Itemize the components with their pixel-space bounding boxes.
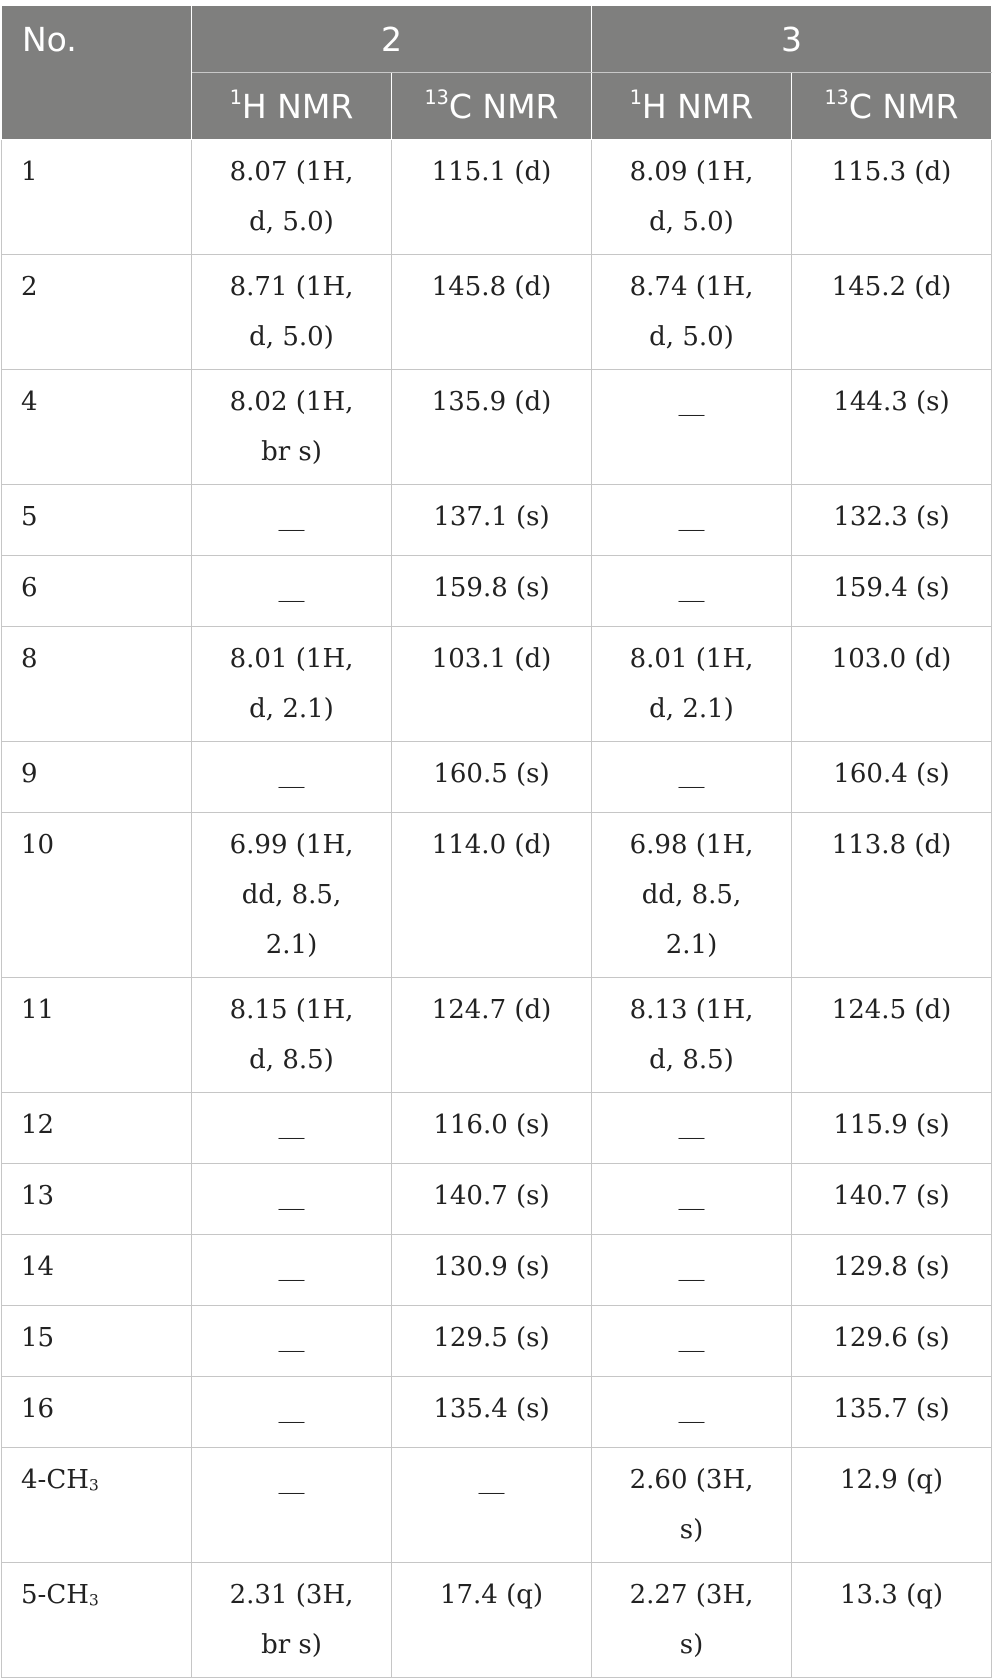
cell-compound-3-13c: 135.7 (s) [792, 1377, 992, 1448]
cell-compound-3-1h: __ [592, 1235, 792, 1306]
cell-compound-3-13c: 103.0 (d) [792, 627, 992, 742]
cell-position-no: 16 [2, 1377, 192, 1448]
cell-position-no: 2 [2, 255, 192, 370]
cell-compound-2-13c: 140.7 (s) [392, 1164, 592, 1235]
cell-position-no: 4 [2, 370, 192, 485]
cell-compound-3-1h: 6.98 (1H, dd, 8.5, 2.1) [592, 813, 792, 978]
cell-compound-2-1h: __ [192, 1164, 392, 1235]
table-row [2, 1164, 992, 1235]
cell-compound-2-13c: 135.4 (s) [392, 1377, 592, 1448]
cell-compound-3-13c: 124.5 (d) [792, 978, 992, 1093]
table-row [2, 742, 992, 813]
table-row [2, 627, 992, 742]
cell-compound-2-13c: 114.0 (d) [392, 813, 592, 978]
header-no: No. [2, 6, 192, 140]
header-1h-nmr: $^1$H NMR [592, 73, 792, 140]
cell-compound-3-1h: 8.09 (1H, d, 5.0) [592, 140, 792, 255]
cell-compound-3-1h: __ [592, 556, 792, 627]
header-compound-3: 3 [592, 6, 992, 73]
cell-compound-3-13c: 129.8 (s) [792, 1235, 992, 1306]
cell-compound-3-1h: __ [592, 1377, 792, 1448]
table-row [2, 556, 992, 627]
cell-compound-2-1h: __ [192, 1093, 392, 1164]
cell-position-no: 6 [2, 556, 192, 627]
cell-compound-3-13c: 132.3 (s) [792, 485, 992, 556]
header-13c-nmr: $^{13}$C NMR [392, 73, 592, 140]
cell-compound-3-13c: 160.4 (s) [792, 742, 992, 813]
cell-compound-2-1h: 8.15 (1H, d, 8.5) [192, 978, 392, 1093]
table-row [2, 1377, 992, 1448]
cell-compound-2-13c: 135.9 (d) [392, 370, 592, 485]
cell-compound-3-13c: 115.9 (s) [792, 1093, 992, 1164]
cell-compound-3-1h: 8.74 (1H, d, 5.0) [592, 255, 792, 370]
cell-compound-2-1h: 8.07 (1H, d, 5.0) [192, 140, 392, 255]
cell-compound-3-13c: 115.3 (d) [792, 140, 992, 255]
cell-compound-2-1h: __ [192, 1377, 392, 1448]
cell-compound-2-13c: 159.8 (s) [392, 556, 592, 627]
cell-compound-3-1h: __ [592, 1306, 792, 1377]
cell-compound-2-13c: 124.7 (d) [392, 978, 592, 1093]
cell-compound-2-13c: 129.5 (s) [392, 1306, 592, 1377]
cell-position-no: 14 [2, 1235, 192, 1306]
cell-compound-3-13c: 12.9 (q) [792, 1448, 992, 1563]
cell-compound-2-13c: 145.8 (d) [392, 255, 592, 370]
cell-compound-2-1h: __ [192, 1306, 392, 1377]
cell-compound-2-1h: 2.31 (3H, br s) [192, 1563, 392, 1678]
table-row [2, 1306, 992, 1377]
cell-position-no: 12 [2, 1093, 192, 1164]
cell-compound-3-13c: 113.8 (d) [792, 813, 992, 978]
cell-position-no: 5 [2, 485, 192, 556]
header-compound-2: 2 [192, 6, 592, 73]
cell-compound-2-1h: __ [192, 485, 392, 556]
cell-compound-3-1h: __ [592, 485, 792, 556]
cell-compound-3-1h: __ [592, 1093, 792, 1164]
cell-compound-2-1h: 6.99 (1H, dd, 8.5, 2.1) [192, 813, 392, 978]
cell-position-no: $4-CH_3$ [2, 1448, 192, 1563]
cell-compound-2-13c: 17.4 (q) [392, 1563, 592, 1678]
cell-position-no: 1 [2, 140, 192, 255]
table-row [2, 255, 992, 370]
table-row [2, 1563, 992, 1678]
cell-compound-3-1h: 2.60 (3H, s) [592, 1448, 792, 1563]
table-row [2, 485, 992, 556]
cell-compound-3-13c: 159.4 (s) [792, 556, 992, 627]
cell-compound-2-1h: __ [192, 742, 392, 813]
cell-compound-2-13c: 137.1 (s) [392, 485, 592, 556]
cell-compound-3-1h: 8.13 (1H, d, 8.5) [592, 978, 792, 1093]
cell-position-no: 8 [2, 627, 192, 742]
cell-compound-2-13c: 115.1 (d) [392, 140, 592, 255]
cell-compound-2-1h: 8.01 (1H, d, 2.1) [192, 627, 392, 742]
cell-compound-3-13c: 144.3 (s) [792, 370, 992, 485]
table-row [2, 370, 992, 485]
cell-compound-2-13c: 130.9 (s) [392, 1235, 592, 1306]
table-row [2, 978, 992, 1093]
cell-position-no: 15 [2, 1306, 192, 1377]
cell-position-no: $5-CH_3$ [2, 1563, 192, 1678]
header-1h-nmr: $^1$H NMR [192, 73, 392, 140]
table-row [2, 813, 992, 978]
cell-compound-2-13c: 160.5 (s) [392, 742, 592, 813]
cell-compound-3-13c: 129.6 (s) [792, 1306, 992, 1377]
cell-compound-3-13c: 145.2 (d) [792, 255, 992, 370]
cell-compound-2-13c: 116.0 (s) [392, 1093, 592, 1164]
cell-compound-3-1h: 2.27 (3H, s) [592, 1563, 792, 1678]
cell-compound-3-1h: 8.01 (1H, d, 2.1) [592, 627, 792, 742]
cell-compound-3-13c: 13.3 (q) [792, 1563, 992, 1678]
cell-compound-2-1h: __ [192, 556, 392, 627]
cell-position-no: 11 [2, 978, 192, 1093]
cell-compound-2-1h: 8.71 (1H, d, 5.0) [192, 255, 392, 370]
table-header [2, 6, 992, 140]
cell-compound-2-1h: __ [192, 1235, 392, 1306]
cell-position-no: 10 [2, 813, 192, 978]
cell-compound-3-1h: __ [592, 1164, 792, 1235]
table-row [2, 140, 992, 255]
table-body [2, 140, 992, 1678]
cell-compound-3-1h: __ [592, 742, 792, 813]
cell-compound-2-1h: 8.02 (1H, br s) [192, 370, 392, 485]
cell-compound-3-13c: 140.7 (s) [792, 1164, 992, 1235]
header-13c-nmr: $^{13}$C NMR [792, 73, 992, 140]
cell-position-no: 13 [2, 1164, 192, 1235]
nmr-data-table [1, 5, 992, 1678]
cell-compound-2-1h: __ [192, 1448, 392, 1563]
cell-compound-2-13c: 103.1 (d) [392, 627, 592, 742]
cell-compound-3-1h: __ [592, 370, 792, 485]
cell-compound-2-13c: __ [392, 1448, 592, 1563]
table-row [2, 1235, 992, 1306]
table-row [2, 1448, 992, 1563]
cell-position-no: 9 [2, 742, 192, 813]
table-row [2, 1093, 992, 1164]
